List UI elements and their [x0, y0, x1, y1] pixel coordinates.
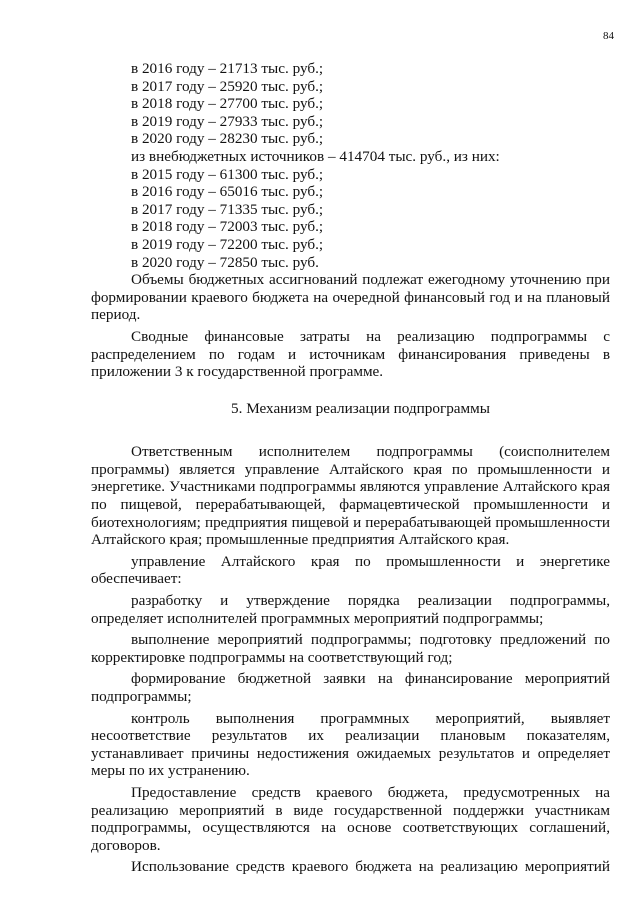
paragraph-funds-usage: Использование средств краевого бюджета на реализацию мероприятий: [131, 858, 610, 876]
extrabudget-year-line: в 2017 году – 71335 тыс. руб.;: [131, 200, 324, 218]
paragraph-budget-request: формирование бюджетной заявки на финансирование мероприятий подпрограммы;: [91, 670, 610, 705]
document-body: [91, 60, 610, 876]
paragraph-control: контроль выполнения программных мероприятий, выявляет несоответствие результатов их реализации плановым показателям, устанавливает причины недостижения ожидаемых результатов и определяет меры по их устранению.: [91, 709, 610, 780]
extrabudget-year-line: в 2018 году – 72003 тыс. руб.;: [131, 218, 324, 236]
paragraph-department-provides: управление Алтайского края по промышленности и энергетике обеспечивает:: [91, 552, 610, 588]
extrabudget-year-line: в 2016 году – 65016 тыс. руб.;: [131, 183, 324, 201]
extrabudget-year-line: в 2015 году – 61300 тыс. руб.;: [131, 165, 324, 183]
extrabudget-year-line: в 2020 году – 72850 тыс. руб.: [131, 253, 319, 271]
extrabudget-intro: из внебюджетных источников – 414704 тыс. руб., из них:: [131, 147, 500, 165]
page-number: 84: [603, 30, 614, 42]
paragraph-summary-costs: Сводные финансовые затраты на реализацию подпрограммы с распределением по годам и источникам финансирования приведены в приложении 3 к государственной программе.: [91, 327, 610, 381]
section-heading: 5. Механизм реализации подпрограммы: [231, 399, 490, 417]
paragraph-state-support: Предоставление средств краевого бюджета, предусмотренных на реализацию мероприятий в виде государственной поддержки участникам подпрограммы, осуществляются на основе соответствующих соглашений, договоров.: [91, 783, 610, 854]
budget-year-line: в 2020 году – 28230 тыс. руб.;: [131, 130, 324, 148]
budget-year-line: в 2017 году – 25920 тыс. руб.;: [131, 77, 324, 95]
budget-year-line: в 2019 году – 27933 тыс. руб.;: [131, 112, 324, 130]
paragraph-implementation: выполнение мероприятий подпрограммы; подготовку предложений по корректировке подпрограммы на соответствующий год;: [91, 631, 610, 666]
paragraph-development: разработку и утверждение порядка реализации подпрограммы, определяет исполнителей программных мероприятий подпрограммы;: [91, 592, 610, 627]
extrabudget-year-line: в 2019 году – 72200 тыс. руб.;: [131, 235, 324, 253]
paragraph-budget-clarification: Объемы бюджетных ассигнований подлежат ежегодному уточнению при формировании краевого бюджета на очередной финансовый год и на плановый период.: [91, 271, 610, 324]
budget-year-line: в 2016 году – 21713 тыс. руб.;: [131, 60, 324, 77]
paragraph-executors: Ответственным исполнителем подпрограммы (соисполнителем программы) является управление Алтайского края по промышленности и энергетике. Участниками подпрограммы являются управление Алтайского края по пищевой, перерабатывающей, фармацевтической промышленности и биотехнологиям; предприятия пищевой и перерабатывающей промышленности Алтайского края; промышленные предприятия Алтайского края.: [91, 443, 610, 549]
budget-year-line: в 2018 году – 27700 тыс. руб.;: [131, 95, 324, 113]
